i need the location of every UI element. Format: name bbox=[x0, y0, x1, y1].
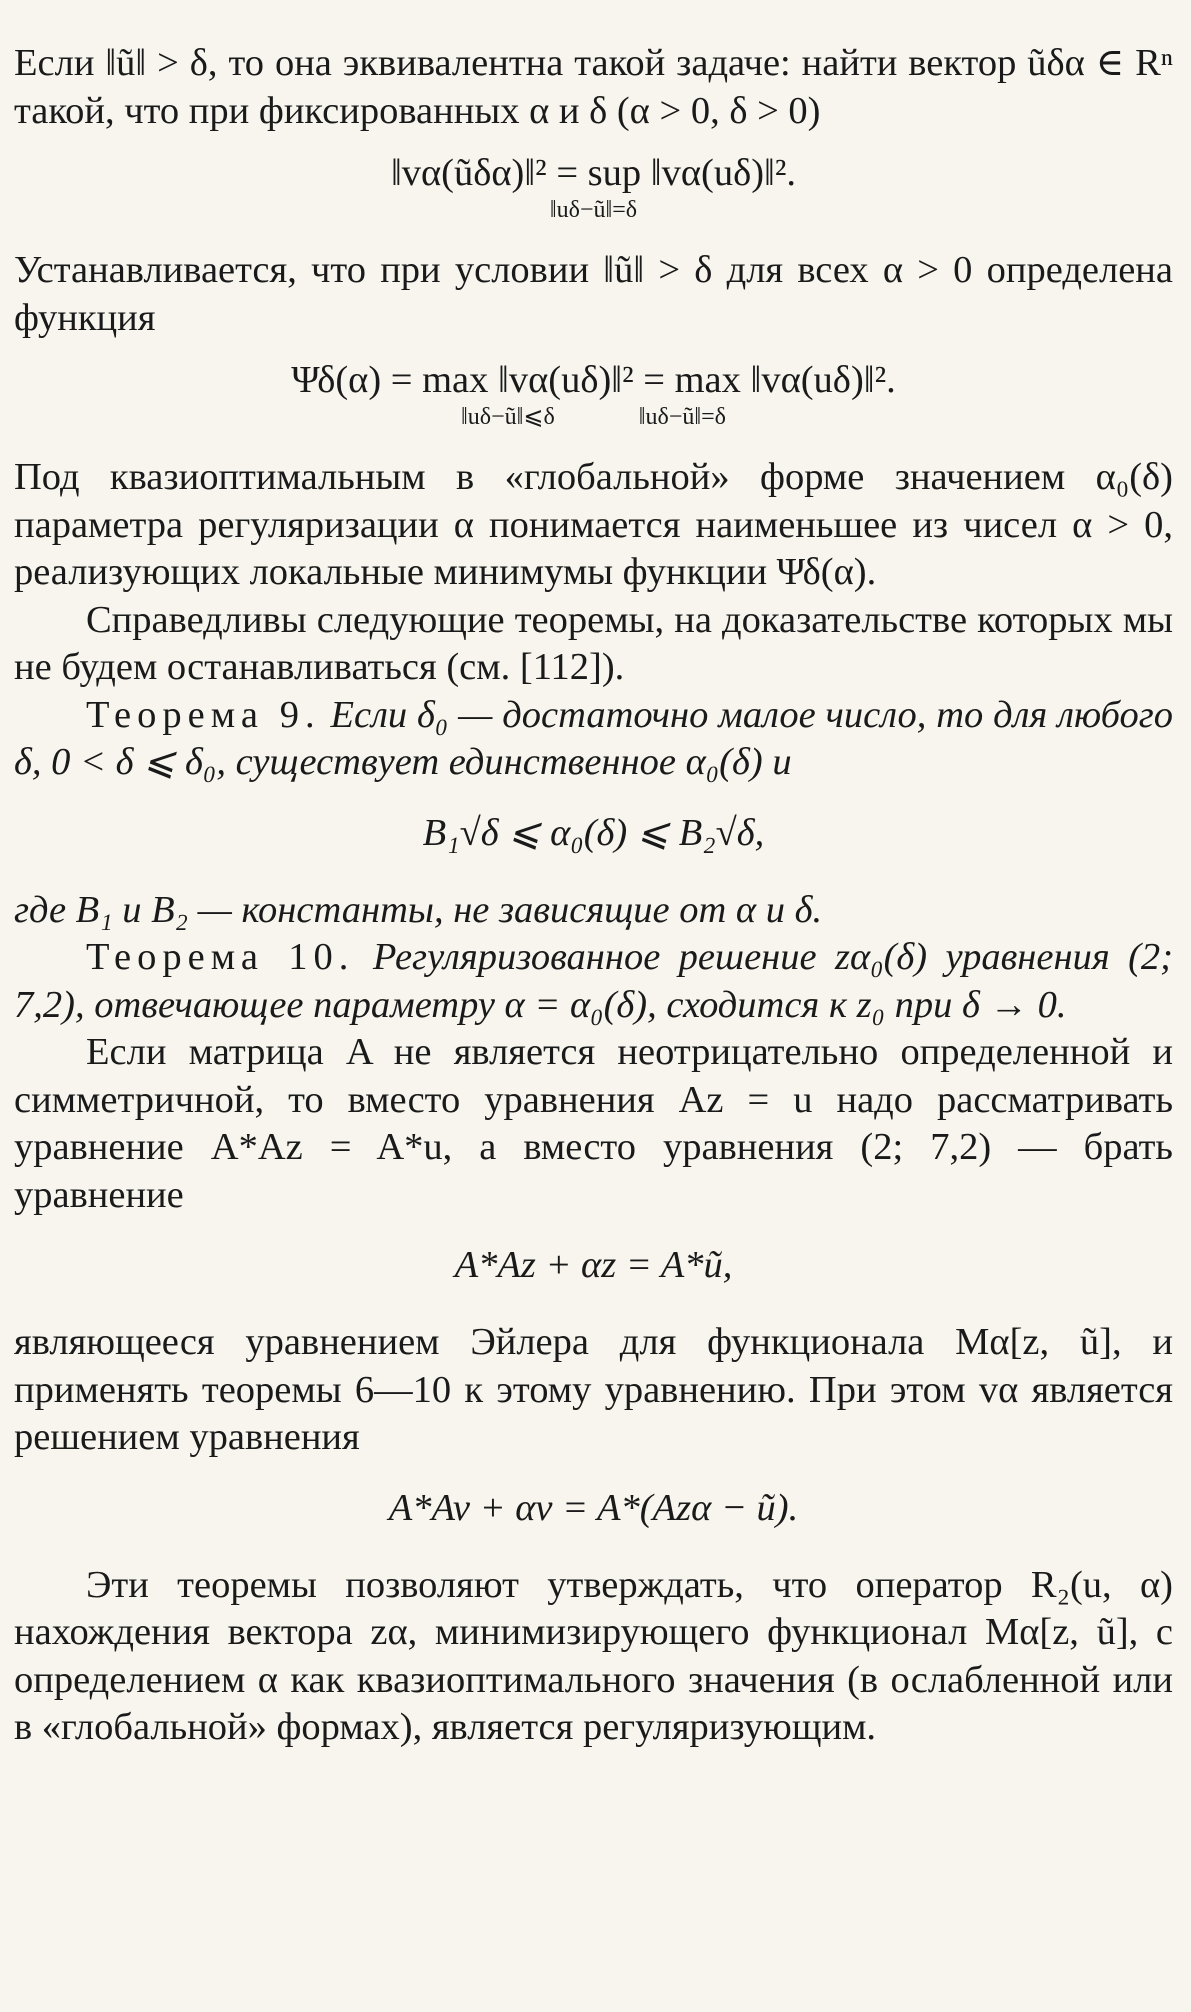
formula-bounds-body: B₁√δ ⩽ α₀(δ) ⩽ B₂√δ, bbox=[422, 811, 765, 854]
paragraph-matrix: Если матрица A не является неотрицательно определенной и симметричной, то вместо уравнения Az = u надо рассматривать уравнение A*Az = A*u, а вместо уравнения (2; 7,2) — брать уравнение bbox=[14, 1031, 1173, 1216]
formula-psi-constraint-right: ‖uδ−ũ‖=δ bbox=[638, 404, 726, 430]
formula-bounds bbox=[14, 809, 1173, 857]
formula-psi-constraint-left: ‖uδ−ũ‖⩽δ bbox=[461, 404, 555, 430]
theorem-9-text: Если δ₀ — достаточно малое число, то для любого δ, 0 < δ ⩽ δ₀, существует единственное α₀(δ) и bbox=[14, 693, 1173, 783]
paragraph-conclusion: Эти теоремы позволяют утверждать, что оператор R₂(u, α) нахождения вектора zα, минимизирующего функционал Mα[z, ũ], с определением α как квазиоптимального значения (в ослабленной или в «глобальной» формах), является регуляризующим. bbox=[14, 1563, 1173, 1748]
theorem-10-label: Теорема 10. bbox=[86, 936, 355, 978]
paragraph-theorems-intro: Справедливы следующие теоремы, на доказательстве которых мы не будем останавливаться (см. [112]). bbox=[14, 598, 1173, 688]
paragraph-quasioptimal: Под квазиоптимальным в «глобальной» форме значением α₀(δ) параметра регуляризации α понимается наименьшее из чисел α > 0, реализующих локальные минимумы функции Ψδ(α). bbox=[14, 456, 1173, 593]
paragraph-constants: где B₁ и B₂ — константы, не зависящие от α и δ. bbox=[14, 888, 823, 931]
theorem-9-label: Теорема 9. bbox=[86, 693, 321, 736]
formula-v-equation: A*Av + αv = A*(Azα − ũ). bbox=[388, 1486, 799, 1529]
theorem-9 bbox=[14, 692, 1173, 787]
formula-sup-body: ‖vα(ũδα)‖² = sup ‖vα(uδ)‖². bbox=[390, 152, 797, 194]
formula-sup bbox=[14, 149, 1173, 223]
formula-sup-constraint: ‖uδ−ũ‖=δ bbox=[549, 197, 638, 223]
paragraph-intro: Если ‖ũ‖ > δ, то она эквивалентна такой задаче: найти вектор ũδα ∈ Rⁿ такой, что при фиксированных α и δ (α > 0, δ > 0) bbox=[14, 42, 1173, 132]
paragraph-euler: являющееся уравнением Эйлера для функционала Mα[z, ũ], и применять теоремы 6—10 к этому уравнению. При этом vα является решением уравнения bbox=[14, 1321, 1173, 1458]
paragraph-function-definition: Устанавливается, что при условии ‖ũ‖ > δ для всех α > 0 определена функция bbox=[14, 249, 1173, 339]
formula-normal-equation: A*Az + αz = A*ũ, bbox=[454, 1244, 733, 1286]
formula-psi-body: Ψδ(α) = max ‖vα(uδ)‖² = max ‖vα(uδ)‖². bbox=[291, 359, 896, 401]
theorem-10 bbox=[14, 934, 1173, 1029]
theorem-10-text: Регуляризованное решение zα₀(δ) уравнения (2; 7,2), отвечающее параметру α = α₀(δ), сходится к z₀ при δ → 0. bbox=[14, 936, 1174, 1026]
formula-psi bbox=[14, 356, 1173, 430]
